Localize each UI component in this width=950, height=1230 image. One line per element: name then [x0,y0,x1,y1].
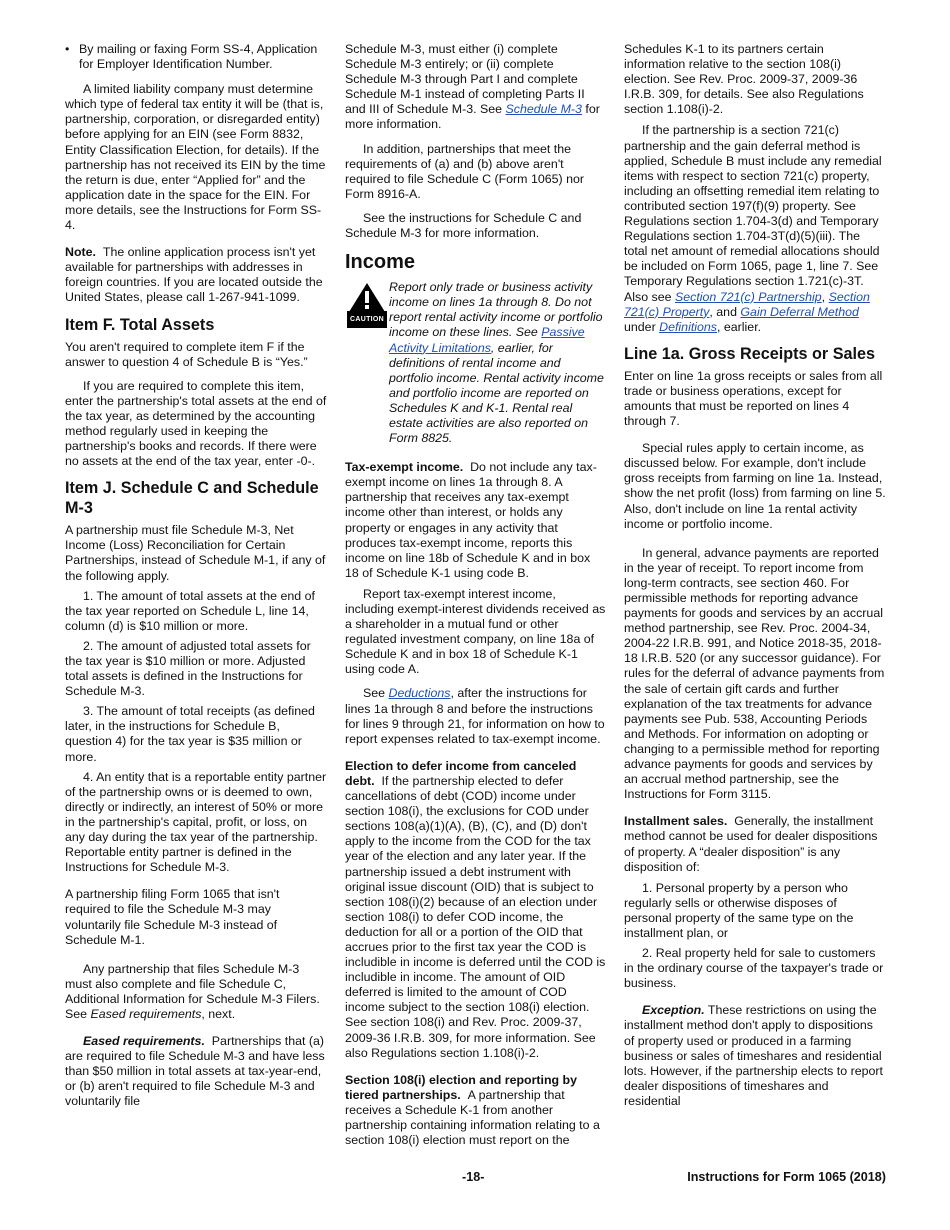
list-item: 1. The amount of total assets at the end of the tax year reported on Schedule L, line 14, column (d) is $10 million or more. [65,588,315,633]
form-title-footer: Instructions for Form 1065 (2018) [687,1170,886,1184]
list-item: 4. An entity that is a reportable entity partner of the partnership owns or is deemed to own, directly or indirectly, an interest of 50% or more in the partnership's capital, profit, or loss, on any day during the tax year of the partnership. Reportable entity partner is defined in the Instructions for Schedule M-3. [65,769,327,875]
list-item: 2. Real property held for sale to customers in the ordinary course of the taxpayer's trade or business. [624,946,884,991]
item-f-paragraph-2: If you are required to complete this item, enter the partnership's total assets at the end of the tax year, as determined by the accounting method regularly used in keeping the partnership's books and records. If there were no assets at the end of the tax year, enter -0-. [65,378,327,469]
text-run: , earlier. [717,319,762,334]
column-right [624,42,886,1118]
eased-label: Eased requirements. [83,1034,205,1049]
gain-deferral-method-link[interactable]: Gain Deferral Method [740,304,859,319]
note-label: Note. [65,245,96,260]
eased-text: Partnerships that (a) are required to file Schedule M-3 and have less than $50 million in total assets at tax-year-end, or (b) aren't required to file Schedule M-3 and voluntarily file [65,1034,325,1109]
note-paragraph [65,245,327,305]
tiered-text: A partnership that receives a Schedule K-1 from another partnership containing information relating to a section 108(i) election must report on the [345,1087,600,1148]
bullet-icon: • [65,42,70,56]
installment-label: Installment sales. [624,814,728,829]
text-run: If the partnership is a section 721(c) partnership and the gain deferral method is applied, Schedule B must include any remedial items with respect to section 721(c) property, including an offsetting remedial item relating to contributed section 197(f)(9) property. See Regulations section 1.704-3(d) and Temporary Regulations section 1.704-3T(d)(5)(iii). The total net amount of remedial allocations should be included on Form 1065, page 1, line 7. See Temporary Regulations section 1.721(c)-3T. Also see [624,123,882,304]
schedule-m3-continuation [345,42,607,133]
election-text: If the partnership elected to defer cancellations of debt (COD) income under section 108(i), the exclusions for COD under sections 108(a)(1)(A), (B), (C), and (D) don't apply to the income from the COD for the tax year of the election and any later year. If the partnership issued a debt instrument with original issue discount (OID) that is subject to section 108(i)(2) because of an election under section 108(i) to defer COD income, the deduction for all or a portion of the OID that accrues prior to the first tax year the COD is includible in income is deferred until the COD is includible in income. The amount of OID deferred is limited to the amount of COD income subject to the section 108(i) election. See section 108(i) and Rev. Proc. 2009-37, 2009-36 I.R.B. 309, for more information. See also Regulations section 1.108(i)-2. [345,773,606,1060]
tax-exempt-paragraph [345,460,607,581]
tax-exempt-label: Tax-exempt income. [345,460,464,475]
list-item: 2. The amount of adjusted total assets for the tax year is $10 million or more. Adjusted total assets is defined in the Instructions for Schedule M-3. [65,638,311,699]
heading-item-j: Item J. Schedule C and Schedule M-3 [65,479,319,518]
item-f-paragraph-1: You aren't required to complete item F if the answer to question 4 of Schedule B is “Yes.” [65,339,308,369]
list-item: 1. Personal property by a person who regularly sells or otherwise disposes of personal property of the same type on the installment plan, or [624,880,854,940]
eased-paragraph [65,1034,327,1109]
column-left [65,42,327,1119]
caution-label: CAUTION [347,311,387,328]
item-j-paragraph: A partnership must file Schedule M-3, Net Income (Loss) Reconciliation for Certain Partnerships, instead of Schedule M-1, if any of the following apply. [65,523,326,583]
italic-reference: Eased requirements [90,1006,202,1021]
page-number: -18- [462,1170,485,1184]
text-run: Schedule M-3, must either (i) complete Schedule M-3 entirely; or (ii) complete Schedule M-3 through Part I and complete Schedule M-1 instead of completing Parts II and III of Schedule M-3. See [345,42,585,117]
exception-text: These restrictions on using the installment method don't apply to dispositions of property used or produced in a farming business or sales of timeshares and residential lots. However, if the partnership elects to report dealer dispositions of timeshares and residential [624,1003,883,1108]
text-run: , after the instructions for lines 1a through 8 and before the instructions for lines 9 through 21, for information on how to report expenses related to tax-exempt income. [345,686,605,746]
election-paragraph [345,759,607,1061]
text-run: , next. [201,1006,236,1021]
advance-payments-paragraph: In general, advance payments are reported in the year of receipt. To report income from long-term contracts, see section 460. For permissible methods for reporting advance payments for goods and services by an accrual method partnership, see Rev. Proc. 2004-34, 2004-22 I.R.B. 991, and Notice 2018-35, 2018-18 I.R.B. 520 (or any successor guidance). For rules for the deferral of advance payments from the sale of certain gift cards and further explanation of the tax treatments for advance payments see Pub. 538, Accounting Periods and Methods. For information on adopting or changing to a permissible method for reporting advance payments for goods and services by an accrual method partnership, see the Instructions for Form 3115. [624,545,885,802]
tax-exempt-text: Do not include any tax-exempt income on lines 1a through 8. A partnership that receives any tax-exempt income other than interest, or holds any property or engages in any activity that produces tax-exempt income, reports this income on line 18b of Schedule K and in box 18 of Schedule K-1 using code B. [345,460,597,580]
heading-income: Income [345,251,416,274]
tiered-label: Section 108(i) election and reporting by tiered partnerships. [345,1072,578,1102]
line-1a-paragraph: Enter on line 1a gross receipts or sales from all trade or business operations, except for amounts that must be reported on lines 4 through 7. [624,368,883,429]
installment-text: Generally, the installment method cannot be used for dealer dispositions of property. A “dealer disposition” is any disposition of: [624,814,878,874]
caution-text [389,280,607,446]
see-instructions-paragraph: See the instructions for Schedule C and Schedule M-3 for more information. [345,210,582,241]
schedules-k1-continuation: Schedules K-1 to its partners certain information relative to the section 108(i) election. See Rev. Proc. 2009-37, 2009-36 I.R.B. 309, for details. See also Regulations section 1.108(i)-2. [624,42,864,117]
text-run: , and [709,304,741,319]
exception-paragraph [624,1003,886,1109]
list-item: 3. The amount of total receipts (as defined later, in the instructions for Schedule B, question 4) for the tax year is $35 million or more. [65,704,315,764]
exception-label: Exception. [642,1003,705,1018]
deductions-link[interactable]: Deductions [388,686,451,701]
column-middle [345,42,607,1157]
text-run: Report only trade or business activity income on lines 1a through 8. Do not report rental activity income or portfolio income on these lines. See [389,280,603,340]
note-text: The online application process isn't yet available for partnerships with addresses in foreign countries. If you are located outside the United States, please call 1-267-941-1099. [65,245,323,305]
heading-item-f: Item F. Total Assets [65,315,215,334]
installment-paragraph [624,814,886,874]
schedule-c-paragraph [65,962,327,1022]
section-721c-property-link[interactable]: Section 721(c) Property [624,289,870,319]
bullet-item [65,42,327,72]
heading-line-1a: Line 1a. Gross Receipts or Sales [624,344,876,363]
bullet-text: By mailing or faxing Form SS-4, Application for Employer Identification Number. [79,42,318,72]
text-run: , [821,289,829,304]
report-tax-exempt-paragraph: Report tax-exempt interest income, including exempt-interest dividends received as a shareholder in a mutual fund or other regulated investment company, on line 18a of Schedule K and in box 18 of Schedule K-1 using code A. [345,586,606,677]
text-run: , earlier, for definitions of rental income and portfolio income. Rental activity income and portfolio income are reported on Schedules K and K-1. Rental real estate activities are also reported on Form 8825. [389,340,604,446]
election-label: Election to defer income from canceled debt. [345,758,577,788]
section-721-paragraph [624,123,886,334]
llc-paragraph: A limited liability company must determine which type of federal tax entity it will be (that is, partnership, corporation, or disregarded entity) before applying for an EIN (see Form 8832, Entity Classification Election, for details). If the partnership has not received its EIN by the time the return is due, enter “Applied for” and the application date in the space for the EIN. For more details, see the Instructions for Form SS-4. [65,82,326,233]
text-run: Any partnership that files Schedule M-3 must also complete and file Schedule C, Additional Information for Schedule M-3 Filers. See [65,961,320,1021]
caution-box [345,280,607,446]
see-deductions-paragraph [345,686,607,746]
section-721c-partnership-link[interactable]: Section 721(c) Partnership [674,289,822,304]
definitions-link[interactable]: Definitions [659,319,717,334]
caution-icon [345,280,389,446]
warning-triangle-icon [348,282,386,312]
text-run: under [624,319,660,334]
tiered-paragraph [345,1073,607,1148]
text-run: for more information. [345,102,600,132]
filing-paragraph: A partnership filing Form 1065 that isn't required to file the Schedule M-3 may voluntarily file Schedule M-3 instead of Schedule M-1. [65,887,280,947]
passive-activity-link[interactable]: Passive Activity Limitations [389,325,585,355]
addition-paragraph: In addition, partnerships that meet the requirements of (a) and (b) above aren't required to file Schedule C (Form 1065) nor Form 8916-A. [345,141,584,201]
text-run: See [363,686,389,701]
schedule-m3-link[interactable]: Schedule M-3 [505,102,582,117]
special-rules-paragraph: Special rules apply to certain income, as discussed below. For example, don't include gross receipts from farming on line 1a. Instead, show the net profit (loss) from farming on line 5. Also, don't include on line 1a rental activity income or portfolio income. [624,441,886,531]
